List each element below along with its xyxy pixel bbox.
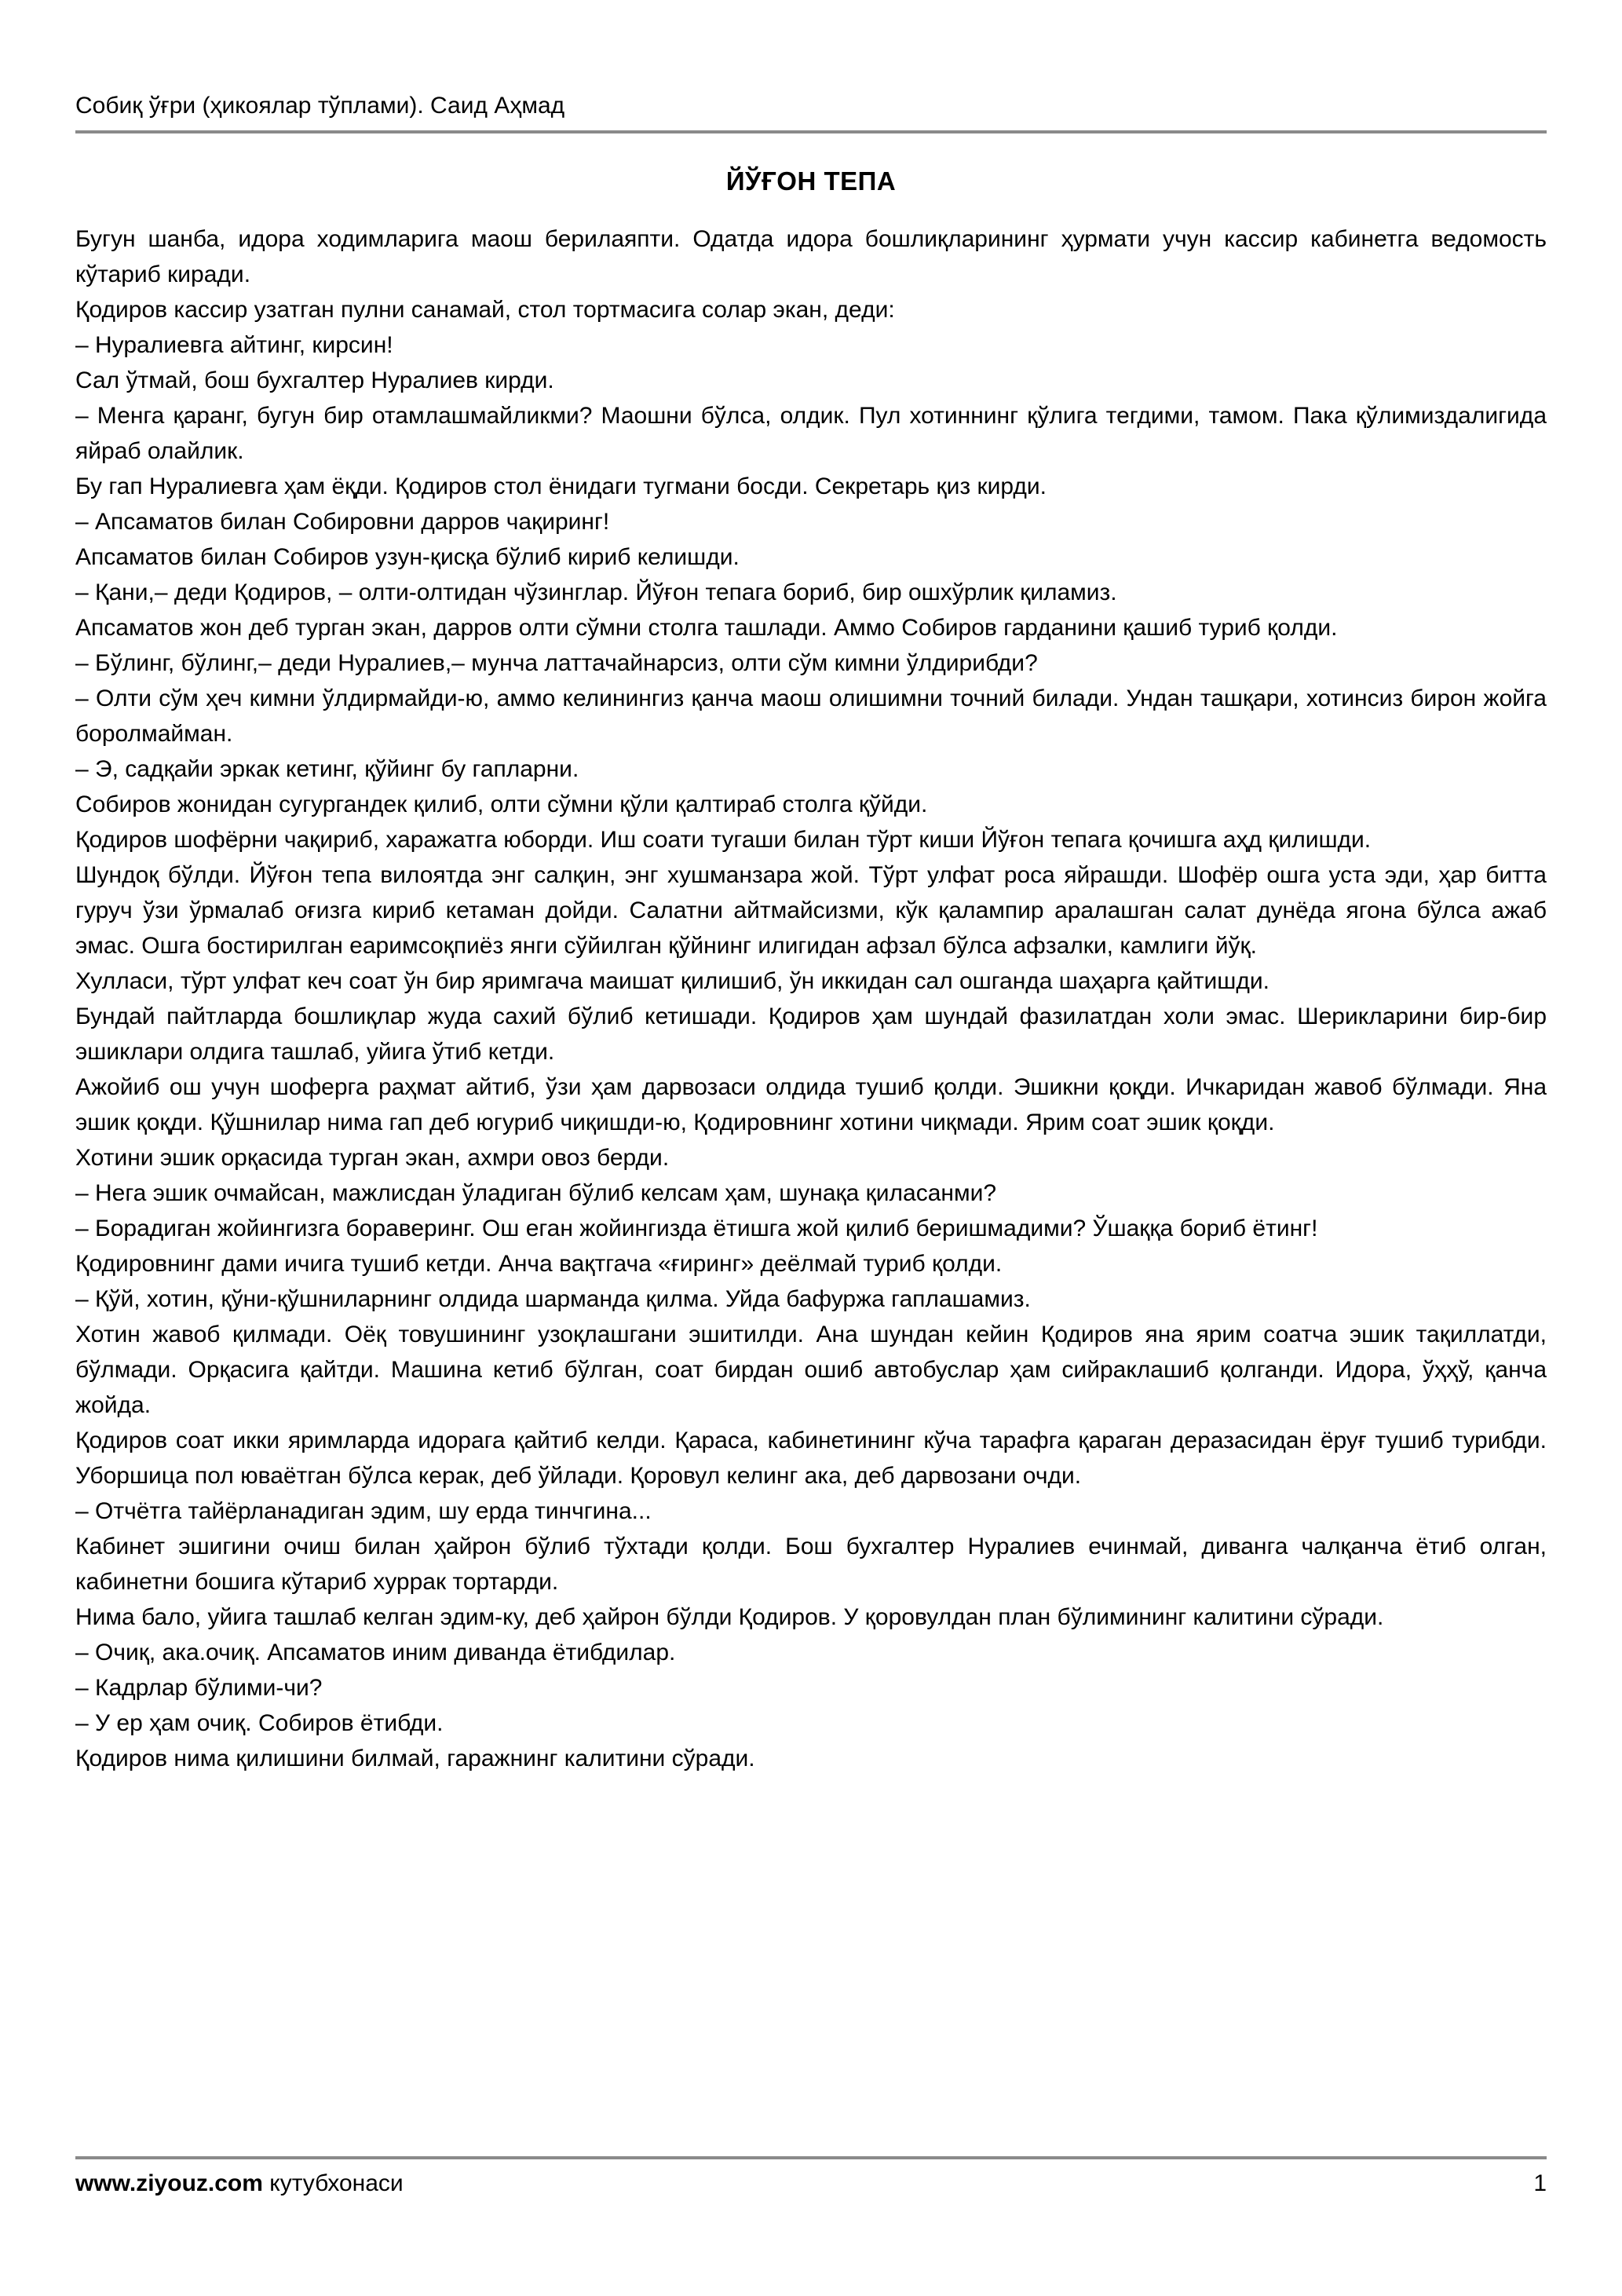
paragraph: – Отчётга тайёрланадиган эдим, шу ерда тинчгина... [75, 1498, 652, 1524]
paragraph: – Қўй, хотин, қўни-қўшниларнинг олдида шарманда қилма. Уйда бафуржа гаплашамиз. [75, 1286, 1031, 1312]
footer-credit [75, 2170, 404, 2197]
paragraph: – Очиқ, ака.очиқ. Апсаматов иним диванда ётибдилар. [75, 1640, 676, 1665]
book-title: Собиқ ўғри (ҳикоялар тўплами). Саид Аҳмад [75, 93, 565, 119]
paragraph: – Апсаматов билан Собировни дарров чақиринг! [75, 509, 610, 535]
paragraph: – Э, садқайи эркак кетинг, қўйинг бу гапларни. [75, 756, 579, 782]
paragraph: – Қани,– деди Қодиров, – олти-олтидан чўзинглар. Йўғон тепага бориб, бир ошхўрлик қиламиз. [75, 579, 1117, 605]
paragraph: Қодиров соат икки яримларда идорага қайтиб келди. Қараса, кабинетининг кўча тарафга қараган деразасидан ёруғ тушиб турибди. Уборшица пол юваётган бўлса керак, деб ўйлади. Қоровул келинг ака, деб дарвозани очди. [75, 1428, 1547, 1489]
page-number: 1 [1533, 2170, 1547, 2196]
paragraph: – Менга қаранг, бугун бир отамлашмайликми? Маошни бўлса, олдик. Пул хотиннинг қўлига тегдими, тамом. Пака қўлимиздалигида яйраб олайлик. [75, 403, 1547, 464]
paragraph: – Кадрлар бўлими-чи? [75, 1675, 323, 1701]
paragraph: Хотин жавоб қилмади. Оёқ товушининг узоқлашгани эшитилди. Ана шундан кейин Қодиров яна ярим соатча эшик тақиллатди, бўлмади. Орқасига қайтди. Машина кетиб бўлган, соат бирдан ошиб автобуслар ҳам сийраклашиб қолганди. Идора, ўҳҳў, қанча жойда. [75, 1322, 1547, 1418]
paragraph: Сал ўтмай, бош бухгалтер Нуралиев кирди. [75, 367, 554, 393]
paragraph: – Борадиган жойингизга бораверинг. Ош еган жойингизда ётишга жой қилиб беришмадими? Ўшаққа бориб ётинг! [75, 1216, 1318, 1241]
paragraph: – Бўлинг, бўлинг,– деди Нуралиев,– мунча латтачайнарсиз, олти сўм кимни ўлдирибди? [75, 650, 1038, 676]
paragraph: Хулласи, тўрт улфат кеч соат ўн бир яримгача маишат қилишиб, ўн иккидан сал ошганда шаҳарга қайтишди. [75, 968, 1269, 994]
paragraph: Қодировнинг дами ичига тушиб кетди. Анча вақтгача «ғиринг» деёлмай туриб қолди. [75, 1251, 1003, 1277]
header-divider [75, 130, 1547, 133]
story-body [75, 221, 1547, 1776]
paragraph: Қодиров нима қилишини билмай, гаражнинг калитини сўради. [75, 1746, 755, 1771]
paragraph: – У ер ҳам очиқ. Собиров ётибди. [75, 1710, 444, 1736]
paragraph: Бундай пайтларда бошлиқлар жуда сахий бўлиб кетишади. Қодиров ҳам шундай фазилатдан холи эмас. Шерикларини бир-бир эшиклари олдига ташлаб, уйига ўтиб кетди. [75, 1004, 1547, 1065]
paragraph: Хотини эшик орқасида турган экан, ахмри овоз берди. [75, 1145, 670, 1171]
paragraph: Собиров жонидан сугургандек қилиб, олти сўмни қўли қалтираб столга қўйди. [75, 792, 928, 817]
paragraph: – Олти сўм ҳеч кимни ўлдирмайди-ю, аммо келинингиз қанча маош олишимни точний билади. Ундан ташқари, хотинсиз бирон жойга боролмайман. [75, 686, 1547, 747]
paragraph: Ажойиб ош учун шоферга раҳмат айтиб, ўзи ҳам дарвозаси олдида тушиб қолди. Эшикни қоқди. Ичкаридан жавоб бўлмади. Яна эшик қоқди. Қўшнилар нима гап деб югуриб чиқишди-ю, Қодировнинг хотини чиқмади. Ярим соат эшик қоқди. [75, 1074, 1547, 1135]
page-footer [75, 2156, 1547, 2197]
paragraph: Шундоқ бўлди. Йўғон тепа вилоятда энг салқин, энг хушманзара жой. Тўрт улфат роса яйрашди. Шофёр ошга уста эди, ҳар битта гуруч ўзи ўрмалаб оғизга кириб кетаман дойди. Салатни айтмайсизми, кўк қалампир аралашган салат дунёда ягона бўлса ажаб эмас. Ошга бостирилган еаримсоқпиёз янги сўйилган қўйнинг илигидан афзал бўлса афзалки, камлиги йўқ. [75, 862, 1547, 959]
paragraph: Нима бало, уйига ташлаб келган эдим-ку, деб ҳайрон бўлди Қодиров. У қоровулдан план бўлимининг калитини сўради. [75, 1604, 1384, 1630]
paragraph: – Нега эшик очмайсан, мажлисдан ўладиган бўлиб келсам ҳам, шунақа қиласанми? [75, 1180, 997, 1206]
paragraph: – Нуралиевга айтинг, кирсин! [75, 332, 393, 358]
paragraph: Апсаматов жон деб турган экан, дарров олти сўмни столга ташлади. Аммо Собиров гарданини қашиб туриб қолди. [75, 615, 1338, 641]
page-header [75, 0, 1547, 133]
paragraph: Қодиров кассир узатган пулни санамай, стол тортмасига солар экан, деди: [75, 297, 895, 323]
paragraph: Апсаматов билан Собиров узун-қисқа бўлиб кириб келишди. [75, 544, 740, 570]
story-title: ЙЎҒОН ТЕПА [725, 166, 897, 196]
paragraph: Қодиров шофёрни чақириб, харажатга юборди. Иш соати тугаши билан тўрт киши Йўғон тепага қочишга аҳд қилишди. [75, 827, 1372, 853]
footer-library-label: кутубхонаси [269, 2170, 404, 2196]
paragraph: Кабинет эшигини очиш билан ҳайрон бўлиб тўхтади қолди. Бош бухгалтер Нуралиев ечинмай, диванга чалқанча ётиб олган, кабинетни бошига кўтариб хуррак тортарди. [75, 1534, 1547, 1595]
paragraph: Бу гап Нуралиевга ҳам ёқди. Қодиров стол ёнидаги тугмани босди. Секретарь қиз кирди. [75, 473, 1047, 499]
footer-site-link[interactable]: www.ziyouz.com [75, 2170, 263, 2196]
paragraph: Бугун шанба, идора ходимларига маош берилаяпти. Одатда идора бошлиқларининг ҳурмати учун кассир кабинетга ведомость кўтариб киради. [75, 226, 1547, 287]
